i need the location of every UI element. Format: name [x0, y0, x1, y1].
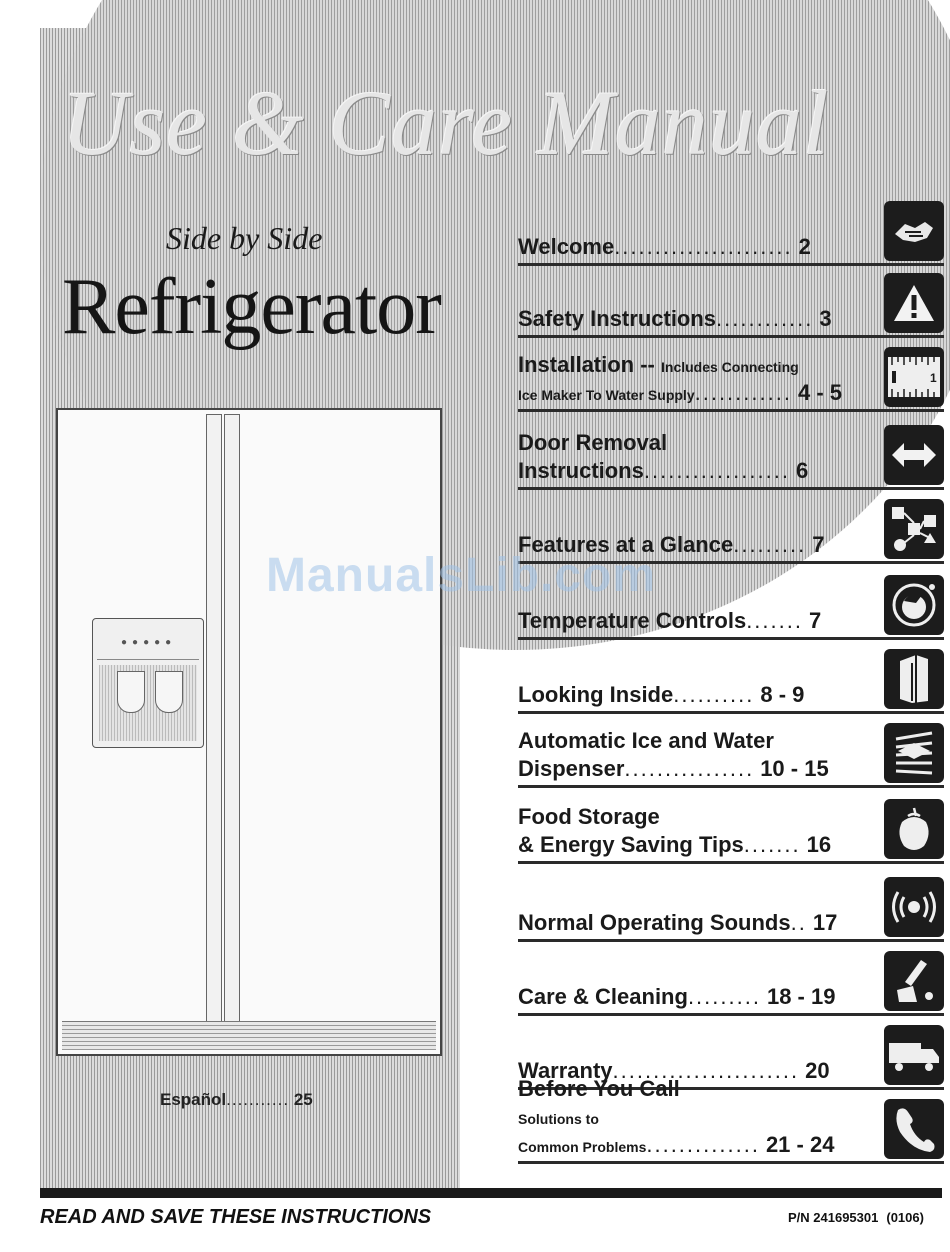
pepper-icon: [884, 799, 944, 859]
fridge-icon: [884, 649, 944, 709]
manual-title: Use & Care Manual: [62, 72, 830, 174]
toe-grille: [62, 1021, 436, 1050]
toc-title: Warranty: [518, 1058, 613, 1083]
cleaning-icon: [884, 951, 944, 1011]
toc-line: [518, 458, 870, 484]
toc-title: Door Removal: [518, 430, 668, 455]
toc-page-number: 20: [805, 1058, 830, 1083]
toc-line: [518, 1076, 870, 1102]
ice-paddle: [117, 671, 145, 713]
part-number-value: P/N 241695301: [788, 1210, 879, 1225]
toc-dot-leader: ............: [694, 380, 792, 405]
toc-rule: [518, 1161, 944, 1164]
toc-title: Dispenser: [518, 756, 625, 781]
espanol-dots: ...........: [226, 1090, 290, 1109]
truck-icon: [884, 1025, 944, 1085]
toc-entry[interactable]: [518, 418, 944, 490]
dispenser-well: [99, 665, 197, 741]
footer-rule: [40, 1188, 942, 1198]
toc-title: Food Storage: [518, 804, 660, 829]
toc-rule: [518, 263, 944, 266]
toc-rule: [518, 1013, 944, 1016]
toc-title: Automatic Ice and Water: [518, 728, 774, 753]
read-save-instructions: READ AND SAVE THESE INSTRUCTIONS: [40, 1206, 432, 1228]
ice-water-icon: [884, 723, 944, 783]
toc-line: [518, 910, 870, 936]
toc-subtitle: Common Problems: [518, 1139, 647, 1155]
toc-entry[interactable]: [518, 272, 944, 338]
toc-dot-leader: ......................: [614, 234, 793, 259]
toc-rule: [518, 861, 944, 864]
toc-rule: [518, 409, 944, 412]
fridge-door-handle: [224, 414, 240, 1024]
toc-dot-leader: ..................: [643, 458, 790, 483]
toc-dot-leader: ..: [790, 910, 807, 935]
toc-title: Care & Cleaning: [518, 984, 688, 1009]
dial-icon: [884, 575, 944, 635]
toc-line: [518, 682, 870, 708]
toc-title: Installation --: [518, 352, 661, 377]
svg-text:1: 1: [930, 371, 937, 385]
toc-page-number: 6: [795, 458, 809, 483]
espanol-page: 25: [293, 1090, 313, 1109]
toc-page-number: 10 - 15: [760, 756, 829, 781]
double-arrow-icon: [884, 425, 944, 485]
toc-title: Features at a Glance: [518, 532, 734, 557]
freezer-door-handle: [206, 414, 222, 1024]
toc-entry[interactable]: [518, 1076, 944, 1164]
toc-page-number: 17: [812, 910, 838, 935]
handshake-icon: [884, 201, 944, 261]
toc-dot-leader: ..........: [673, 682, 755, 707]
toc-rule: [518, 939, 944, 942]
product-name: Refrigerator: [62, 263, 441, 351]
toc-page-number: 7: [808, 608, 822, 633]
toc-rule: [518, 487, 944, 490]
refrigerator-illustration: [56, 408, 442, 1056]
ruler-icon: [884, 347, 944, 407]
toc-line: [518, 1132, 870, 1158]
toc-dot-leader: ................: [624, 756, 755, 781]
toc-line: [518, 1104, 870, 1130]
toc-line: [518, 608, 870, 634]
toc-rule: [518, 711, 944, 714]
toc-line: [518, 756, 870, 782]
toc-page-number: 16: [806, 832, 832, 857]
toc-title: Welcome: [518, 234, 615, 259]
revision-code: (0106): [886, 1210, 924, 1225]
toc-page-number: 2: [798, 234, 811, 259]
toc-line: [518, 430, 870, 456]
toc-dot-leader: .........: [687, 984, 761, 1009]
toc-entry[interactable]: [518, 190, 944, 266]
toc-page-number: 3: [819, 306, 832, 331]
espanol-entry[interactable]: [160, 1090, 313, 1110]
water-paddle: [155, 671, 183, 713]
toc-title: Temperature Controls: [518, 608, 747, 633]
toc-title: Looking Inside: [518, 682, 674, 707]
sound-icon: [884, 877, 944, 937]
warning-icon: [884, 273, 944, 333]
toc-dot-leader: ............: [716, 306, 814, 331]
toc-subtitle: Includes Connecting: [661, 359, 799, 375]
toc-subtitle: Solutions to: [518, 1111, 599, 1127]
toc-line: [518, 306, 870, 332]
toc-title: Instructions: [518, 458, 644, 483]
dispenser-buttons: ●●●●●: [121, 637, 177, 648]
toc-entry[interactable]: [518, 646, 944, 714]
dispenser-control-panel: [97, 623, 199, 660]
flowchart-icon: [884, 499, 944, 559]
toc-page-number: 7: [812, 532, 825, 557]
toc-page-number: 4 - 5: [797, 380, 842, 405]
phone-icon: [884, 1099, 944, 1159]
toc-line: [518, 380, 870, 406]
toc-title: Normal Operating Sounds: [518, 910, 791, 935]
toc-title: Safety Instructions: [518, 306, 717, 331]
toc-dot-leader: .......: [743, 832, 801, 857]
toc-line: [518, 832, 870, 858]
toc-page-number: 18 - 19: [766, 984, 836, 1009]
toc-title: & Energy Saving Tips: [518, 832, 744, 857]
toc-dot-leader: .......: [746, 608, 803, 633]
toc-line: [518, 984, 870, 1010]
toc-line: [518, 234, 870, 260]
part-number: [788, 1210, 924, 1225]
toc-dot-leader: .......................: [612, 1058, 800, 1083]
espanol-label: Español: [160, 1090, 227, 1109]
toc-title: Before You Call: [518, 1076, 680, 1101]
toc-entry[interactable]: [518, 342, 944, 412]
toc-rule: [518, 637, 944, 640]
toc-entry[interactable]: [518, 946, 944, 1016]
toc-dot-leader: .........: [733, 532, 807, 557]
toc-page-number: 8 - 9: [760, 682, 805, 707]
toc-line: [518, 804, 870, 830]
toc-dot-leader: ..............: [646, 1132, 760, 1157]
toc-line: [518, 352, 870, 378]
toc-rule: [518, 785, 944, 788]
toc-rule: [518, 335, 944, 338]
dispenser-illustration: [92, 618, 204, 748]
toc-entry[interactable]: [518, 794, 944, 864]
toc-line: [518, 728, 870, 754]
toc-entry[interactable]: [518, 720, 944, 788]
toc-subtitle: Ice Maker To Water Supply: [518, 387, 695, 403]
toc-page-number: 21 - 24: [765, 1132, 835, 1157]
product-subtitle: Side by Side: [166, 220, 323, 256]
toc-entry[interactable]: [518, 872, 944, 942]
watermark: ManualsLib.com: [266, 549, 657, 602]
